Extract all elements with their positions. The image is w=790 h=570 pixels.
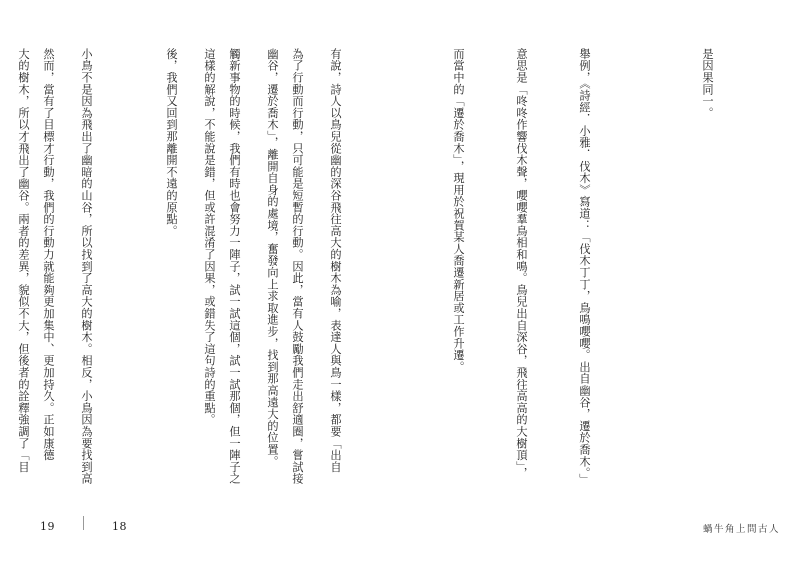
- right-line-2: 舉例，《詩經．小雅．伐木》寫道：「伐木丁丁，鳥鳴嚶嚶。出自幽谷，遷於喬木。」: [578, 48, 591, 486]
- left-line-3: 後，我們又回到那離開不遠的原點。: [165, 48, 178, 237]
- paragraph-gap: [139, 48, 157, 488]
- paragraph-gap: [388, 48, 406, 488]
- right-page-number: 18: [112, 520, 127, 533]
- right-line-3: 意思是「咚咚作響伐木聲，嚶嚶羣鳥相和鳴。鳥兒出自深谷，飛往高高的大樹頂」，: [515, 48, 528, 479]
- paragraph-gap: [637, 48, 655, 488]
- right-line-6: 幽谷，遷於喬木」，離開自身的處境，奮發向上求取進步，找到那高遠大的位置。: [266, 48, 279, 468]
- right-line-9: 大的樹木，所以才飛出了幽谷。兩者的差異，貌似不大，但後者的詮釋強調了「目: [17, 48, 30, 473]
- left-line-1: 為了行動而行動，只可能是短暫的行動。因此，當有人鼓勵我們走出舒適圈，嘗試接: [291, 48, 304, 485]
- right-line-1: 是因果同一。: [701, 48, 714, 119]
- running-title: 蝸牛角上問古人: [703, 524, 781, 535]
- right-line-8: 小鳥不是因為飛出了幽暗的山谷，所以找到了高大的樹木。相反，小鳥因為要找到高: [80, 48, 93, 485]
- right-line-7: 這樣的解說，不能說是錯，但或許混淆了因果，或錯失了這句詩的重點。: [203, 48, 216, 426]
- right-line-5: 有說，詩人以鳥兒從幽的深谷飛往高大的樹木為喻，表達人與鳥一樣，都要「出自: [329, 48, 342, 473]
- left-line-4: 然而，當有了目標才行動，我們的行動力就能夠更加集中、更加持久。正如康德: [42, 48, 55, 461]
- page-number-divider: [83, 516, 84, 530]
- left-page-number: 19: [40, 520, 55, 533]
- left-line-2: 觸新事物的時候，我們有時也會努力一陣子，試一試這個，試一試那個，但一陣子之: [228, 48, 241, 485]
- right-line-4: 而當中的「遷於喬木」，現用於祝賀某人喬遷新居或工作升遷。: [452, 48, 465, 373]
